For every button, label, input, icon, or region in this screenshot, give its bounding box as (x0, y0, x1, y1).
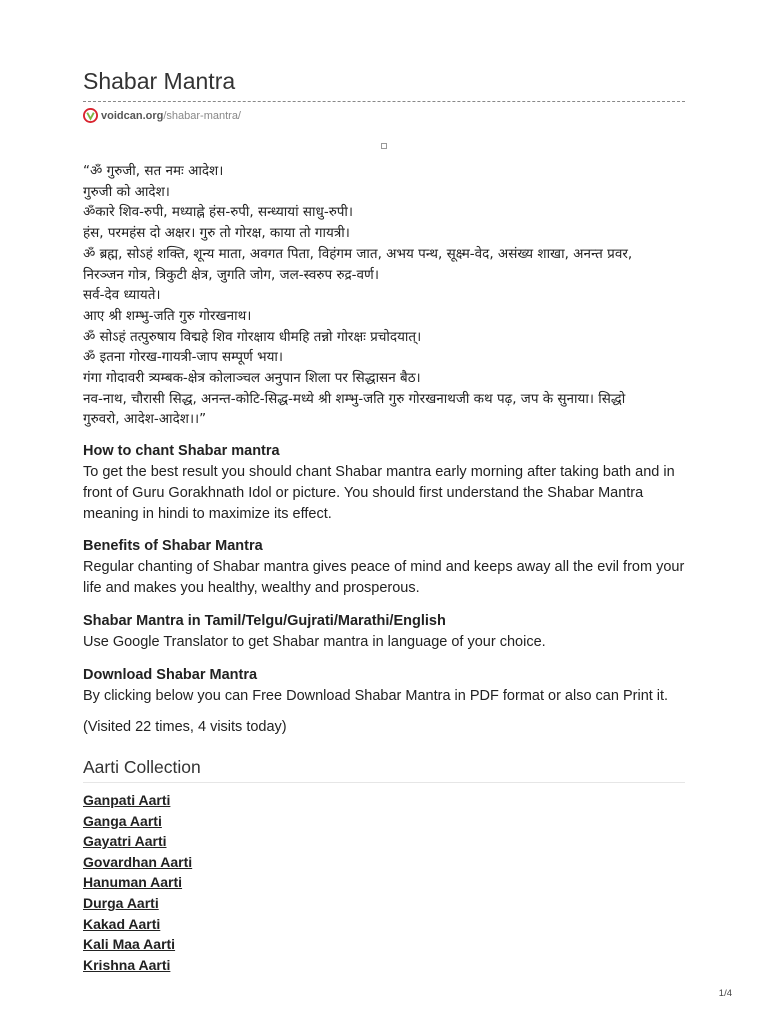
mantra-line: निरञ्जन गोत्र, त्रिकुटी क्षेत्र, जुगति जोग, जल-स्वरुप रुद्र-वर्ण। (83, 266, 379, 283)
section-how-to-chant (83, 441, 685, 525)
aarti-link[interactable]: Hanuman Aarti (83, 874, 183, 891)
section-heading: Benefits of Shabar Mantra (83, 538, 263, 554)
section-languages (83, 611, 685, 653)
aarti-link-item (83, 893, 192, 914)
aarti-link-item (83, 831, 192, 852)
aarti-link[interactable]: Ganga Aarti (83, 812, 162, 829)
aarti-link-item (83, 790, 192, 811)
aarti-collection-heading: Aarti Collection (83, 757, 201, 777)
heading-underline (83, 782, 685, 783)
section-download (83, 665, 685, 707)
section-body: Regular chanting of Shabar mantra gives peace of mind and keeps away all the evil from your life and makes you healthy, wealthy and prosperous. (83, 559, 685, 596)
mantra-line: गंगा गोदावरी त्र्यम्बक-क्षेत्र कोलाञ्चल अनुपान शिला पर सिद्धासन बैठ। (83, 370, 421, 387)
mantra-line: सर्व-देव ध्यायते। (83, 287, 161, 304)
aarti-link[interactable]: Krishna Aarti (83, 956, 171, 973)
visit-counter: (Visited 22 times, 4 visits today) (83, 719, 287, 735)
mantra-line: ॐकारे शिव-रुपी, मध्याह्ने हंस-रुपी, सन्ध्यायां साधु-रुपी। (83, 204, 354, 221)
aarti-link-list (83, 790, 192, 975)
aarti-link[interactable]: Kakad Aarti (83, 915, 161, 932)
voidcan-logo-icon (83, 108, 98, 123)
aarti-link-item (83, 852, 192, 873)
aarti-link[interactable]: Govardhan Aarti (83, 853, 193, 870)
page-title: Shabar Mantra (83, 68, 236, 94)
aarti-link[interactable]: Durga Aarti (83, 894, 159, 911)
aarti-link[interactable]: Gayatri Aarti (83, 833, 167, 850)
mantra-line: ॐ ब्रह्म, सोऽहं शक्ति, शून्य माता, अवगत पिता, विहंगम जात, अभय पन्थ, सूक्ष्म-वेद, असंख्य शाखा, अनन्त प्रवर, (83, 245, 633, 262)
section-benefits (83, 536, 685, 599)
mantra-line: गुरुजी को आदेश। (83, 183, 170, 200)
aarti-link-item (83, 914, 192, 935)
page-number: 1/4 (718, 988, 732, 999)
section-heading: How to chant Shabar mantra (83, 443, 280, 459)
placeholder-image-icon (381, 143, 387, 149)
source-domain[interactable]: voidcan.org (101, 109, 164, 122)
source-path[interactable]: /shabar-mantra/ (163, 109, 241, 122)
mantra-line: ॐ सोऽहं तत्पुरुषाय विद्महे शिव गोरक्षाय धीमहि तन्नो गोरक्षः प्रचोदयात्। (83, 328, 422, 345)
aarti-link-item (83, 934, 192, 955)
mantra-line: हंस, परमहंस दो अक्षर। गुरु तो गोरक्ष, काया तो गायत्री। (83, 225, 350, 242)
aarti-link[interactable]: Ganpati Aarti (83, 792, 171, 808)
section-body: Use Google Translator to get Shabar mantra in language of your choice. (83, 634, 546, 650)
section-body: By clicking below you can Free Download Shabar Mantra in PDF format or also can Print it. (83, 688, 669, 704)
source-url[interactable] (83, 108, 241, 123)
section-heading: Shabar Mantra in Tamil/Telgu/Gujrati/Marathi/English (83, 613, 446, 629)
title-divider (83, 101, 685, 102)
section-body: To get the best result you should chant Shabar mantra early morning after taking bath and in front of Guru Gorakhnath Idol or picture. You should first understand the Shabar Mantra meaning in hindi to maximize its effect. (83, 464, 675, 522)
aarti-link-item (83, 955, 192, 976)
mantra-line: ॐ इतना गोरख-गायत्री-जाप सम्पूर्ण भया। (83, 349, 284, 366)
mantra-text (83, 161, 685, 430)
aarti-link[interactable]: Kali Maa Aarti (83, 936, 176, 953)
mantra-line: नव-नाथ, चौरासी सिद्ध, अनन्त-कोटि-सिद्ध-मध्ये श्री शम्भु-जति गुरु गोरखनाथजी कथ पढ़, जप के सुनाया। सिद्धो (83, 390, 626, 407)
section-heading: Download Shabar Mantra (83, 667, 258, 683)
mantra-line: “ॐ गुरुजी, सत नमः आदेश। (83, 163, 224, 179)
aarti-link-item (83, 872, 192, 893)
aarti-link-item (83, 811, 192, 832)
mantra-line: गुरुवरो, आदेश-आदेश।।” (83, 411, 207, 428)
mantra-line: आए श्री शम्भु-जति गुरु गोरखनाथ। (83, 307, 252, 324)
